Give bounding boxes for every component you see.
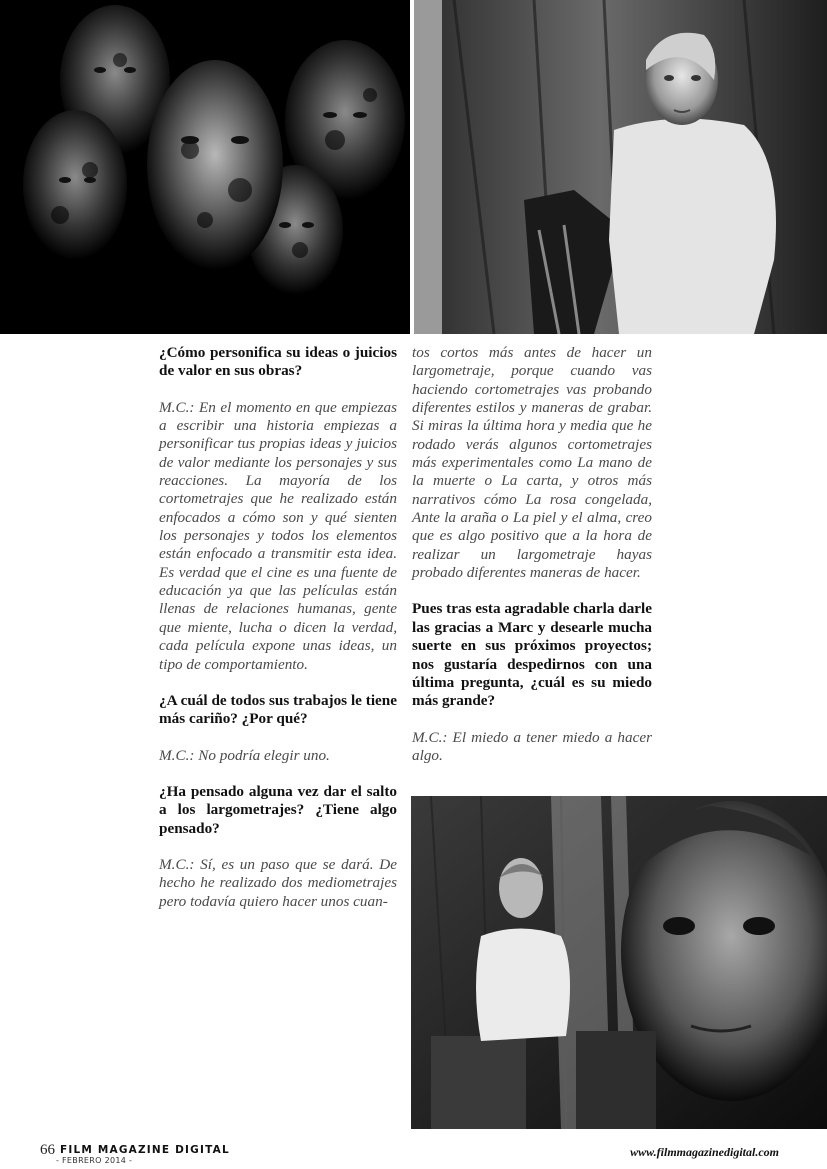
interview-answer: M.C.: No podría elegir uno. — [159, 746, 330, 764]
interview-answer: tos cortos más antes de hacer un largometraje, porque cuando vas haciendo cortometrajes vas probando diferentes estilos y maneras de grabar. Si miras la última hora y media que he rodado verás algunos cortometrajes más experimentales como La mano de la muerte o La carta, y otros más narrativos cómo La rosa congelada, Ante la araña o La piel y el alma, creo que es algo positivo que a la hora de realizar un largometraje hayas probado diferentes maneras de hacer. — [412, 344, 652, 582]
paragraph-gap — [159, 674, 397, 692]
paragraph-gap — [159, 729, 397, 747]
interview-question: ¿Ha pensado alguna vez dar el salto a los largometrajes? ¿Tiene algo pensado? — [159, 782, 397, 837]
photo-woman-looking-up — [414, 0, 827, 334]
magazine-name: FILM MAGAZINE DIGITAL — [60, 1144, 230, 1156]
paragraph-gap — [159, 765, 397, 783]
right-text-column — [412, 344, 652, 765]
interview-question: ¿Cómo personifica su ideas o juicios de valor en sus obras? — [159, 344, 397, 380]
paragraph-gap — [412, 711, 652, 729]
interview-question: Pues tras esta agradable charla darle las gracias a Marc y desearle mucha suerte en sus próximos proyectos; nos gustaría despedirnos con una última pregunta, ¿cuál es su miedo más grande? — [412, 600, 653, 710]
paragraph-gap — [159, 381, 397, 399]
page-number: 66 — [40, 1142, 55, 1158]
issue-date: - FEBRERO 2014 - — [56, 1156, 133, 1165]
photo-woman-and-close-up-face — [411, 796, 827, 1129]
interview-answer: M.C.: En el momento en que empiezas a escribir una historia empiezas a personificar tus propias ideas y juicios de valor mediante los personajes y sus reacciones. La mayoría de los cortometrajes que he realizado están enfocados a cómo son y qué sienten los personajes y todos los elementos están enfocado a transmitir esta idea. Es verdad que el cine es una fuente de educación ya que las películas están llenas de relaciones humanas, gente que miente, lucha o dicen la verdad, cada película expone unas ideas, un tipo de comportamiento. — [159, 398, 397, 673]
paragraph-gap — [412, 582, 652, 600]
photo-overlapping-faces — [0, 0, 410, 334]
interview-answer: M.C.: Sí, es un paso que se dará. De hecho he realizado dos mediometrajes pero todavía quiero hacer unos cuan- — [159, 855, 397, 910]
left-text-column — [159, 344, 397, 911]
footer-left — [40, 1142, 300, 1166]
paragraph-gap — [159, 838, 397, 856]
interview-question: ¿A cuál de todos sus trabajos le tiene más cariño? ¿Por qué? — [159, 691, 397, 728]
interview-answer: M.C.: El miedo a tener miedo a hacer algo. — [412, 728, 652, 764]
website-url[interactable]: www.filmmagazinedigital.com — [630, 1145, 779, 1159]
